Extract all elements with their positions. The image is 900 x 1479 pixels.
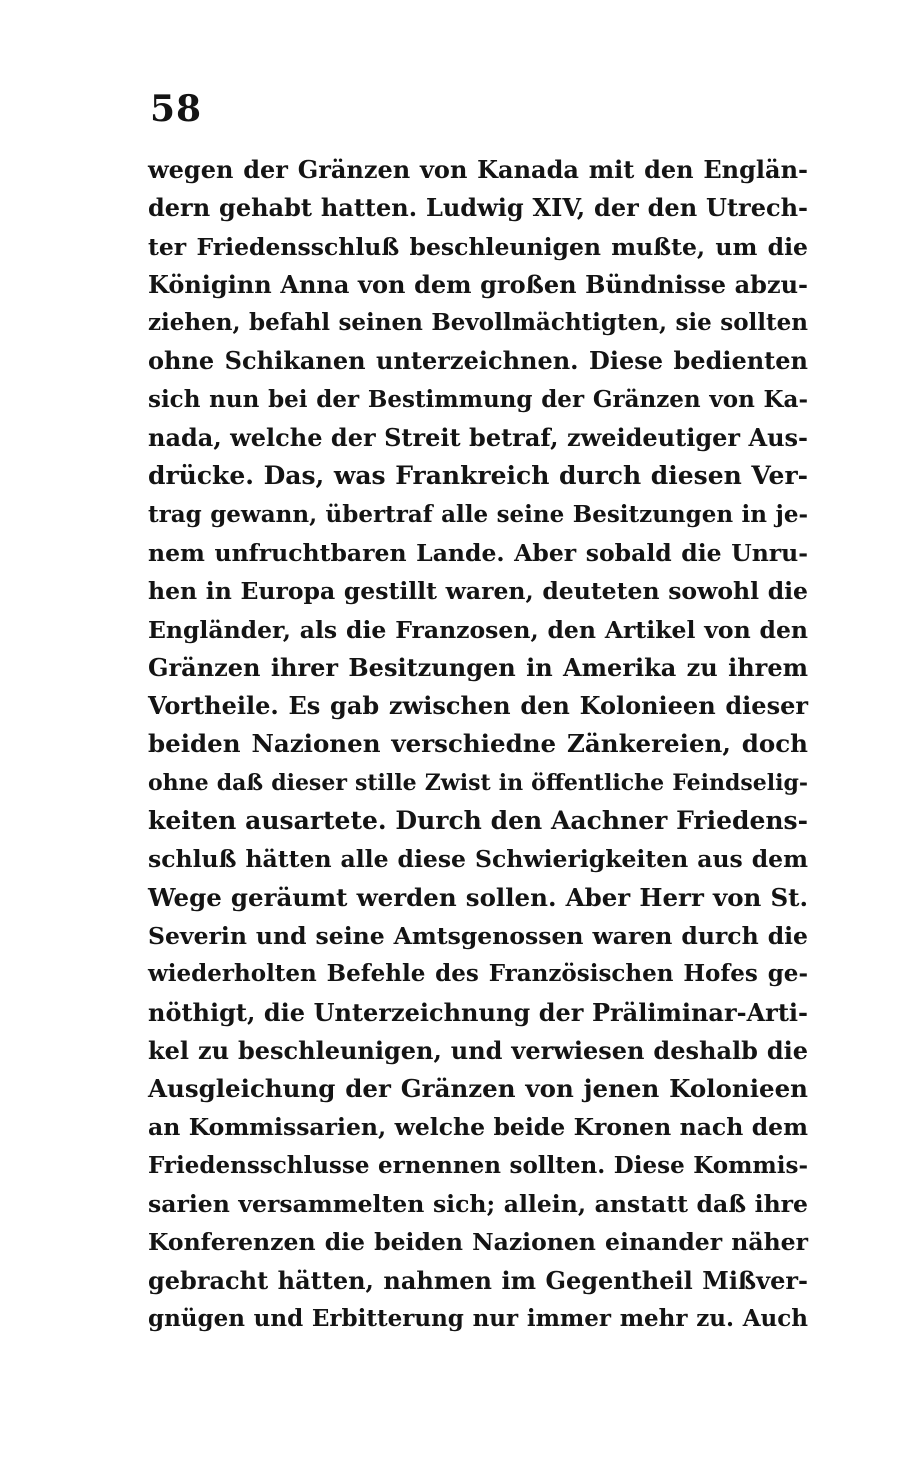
text-line-6: ohne Schikanen unterzeichnen. Diese bedienten <box>148 346 808 376</box>
text-line-1: wegen der Gränzen von Kanada mit den Englän- <box>148 155 808 184</box>
text-line-7: sich nun bei der Bestimmung der Gränzen von Ka- <box>148 385 808 413</box>
text-line-27: Friedensschlusse ernennen sollten. Diese Kommis- <box>148 1151 808 1179</box>
text-line-4: Königinn Anna von dem großen Bündnisse abzu- <box>148 269 808 299</box>
text-line-15: Vortheile. Es gab zwischen den Kolonieen dieser <box>148 691 808 721</box>
text-line-29: Konferenzen die beiden Nazionen einander näher <box>148 1228 808 1257</box>
text-line-26: an Kommissarien, welche beide Kronen nach dem <box>148 1113 808 1142</box>
text-line-28: sarien versammelten sich; allein, anstatt daß ihre <box>148 1190 808 1219</box>
text-line-21: Severin und seine Amtsgenossen waren durch die <box>148 921 808 950</box>
text-line-12: hen in Europa gestillt waren, deuteten sowohl die <box>148 577 808 606</box>
text-line-24: kel zu beschleunigen, und verwiesen deshalb die <box>148 1035 808 1065</box>
text-line-14: Gränzen ihrer Besitzungen in Amerika zu ihrem <box>148 652 808 682</box>
text-line-25: Ausgleichung der Gränzen von jenen Kolonieen <box>148 1074 808 1104</box>
text-line-17: ohne daß dieser stille Zwist in öffentliche Feindselig- <box>148 769 808 796</box>
text-line-31: gnügen und Erbitterung nur immer mehr zu. Auch <box>148 1304 808 1332</box>
text-line-9: drücke. Das, was Frankreich durch diesen Ver- <box>148 461 808 491</box>
text-line-10: trag gewann, übertraf alle seine Besitzungen in je- <box>148 500 808 528</box>
text-line-16: beiden Nazionen verschiedne Zänkereien, doch <box>148 729 808 759</box>
text-line-22: wiederholten Befehle des Französischen Hofes ge- <box>148 960 808 988</box>
page-number: 58 <box>150 88 203 130</box>
text-line-23: nöthigt, die Unterzeichnung der Präliminar-Arti- <box>148 997 808 1027</box>
text-line-19: schluß hätten alle diese Schwierigkeiten aus dem <box>148 845 808 874</box>
text-line-30: gebracht hätten, nahmen im Gegentheil Mißver- <box>148 1265 808 1295</box>
text-line-13: Engländer, als die Franzosen, den Artikel von den <box>148 615 808 644</box>
text-line-11: nem unfruchtbaren Lande. Aber sobald die Unru- <box>148 538 808 567</box>
text-line-8: nada, welche der Streit betraf, zweideutiger Aus- <box>148 423 808 453</box>
text-line-18: keiten ausartete. Durch den Aachner Friedens- <box>148 806 808 836</box>
text-line-3: ter Friedensschluß beschleunigen mußte, um die <box>148 232 808 261</box>
text-line-20: Wege geräumt werden sollen. Aber Herr von St. <box>148 882 808 912</box>
text-line-2: dern gehabt hatten. Ludwig XIV, der den Utrech- <box>148 193 808 223</box>
text-line-5: ziehen, befahl seinen Bevollmächtigten, sie sollten <box>148 309 808 337</box>
body-text <box>148 151 808 1338</box>
